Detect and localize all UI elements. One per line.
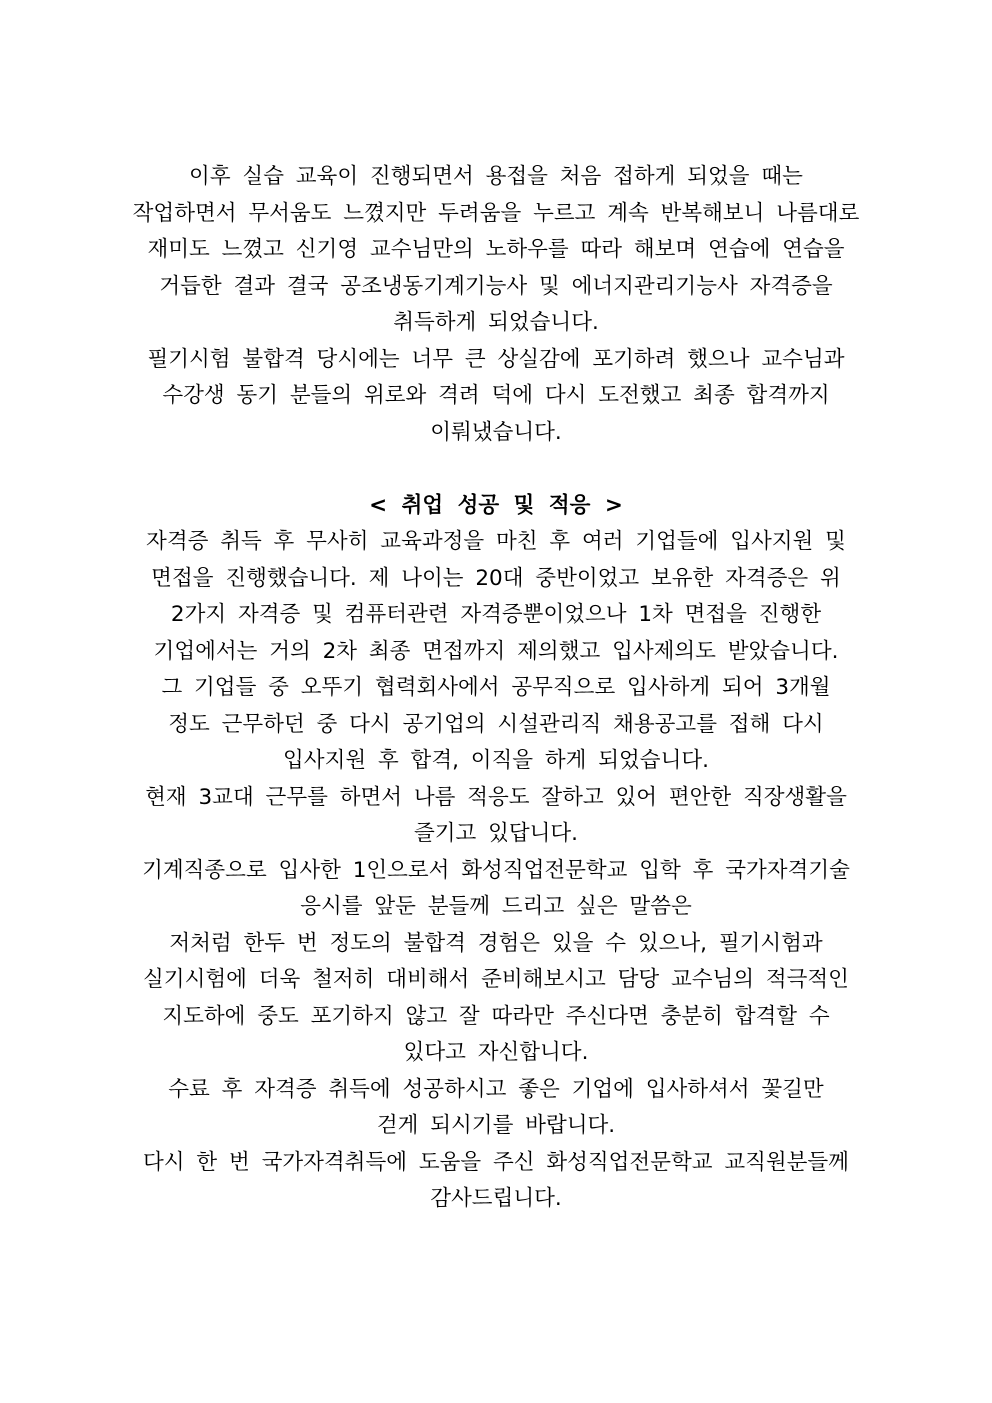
paragraph-line: 이뤄냈습니다.	[430, 419, 562, 445]
paragraph-line: 재미도 느꼈고 신기영 교수님만의 노하우를 따라 해보며 연습에 연습을	[147, 237, 845, 262]
paragraph-line: 다시 한 번 국가자격취득에 도움을 주신 화성직업전문학교 교직원분들께	[143, 1149, 849, 1175]
paragraph-line: 필기시험 불합격 당시에는 너무 큰 상실감에 포기하려 했으나 교수님과	[147, 346, 845, 372]
section-heading: < 취업 성공 및 적응 >	[369, 492, 623, 518]
paragraph-line: 걷게 되시기를 바랍니다.	[376, 1113, 616, 1138]
paragraph-line: 그 기업들 중 오뚜기 협력회사에서 공무직으로 입사하게 되어 3개월	[161, 675, 831, 700]
paragraph-line: 수강생 동기 분들의 위로와 격려 덕에 다시 도전했고 최종 합격까지	[162, 383, 830, 408]
paragraph-line: 자격증 취득 후 무사히 교육과정을 마친 후 여러 기업들에 입사지원 및	[146, 529, 846, 554]
paragraph-line: 면접을 진행했습니다. 제 나이는 20대 중반이었고 보유한 자격증은 위	[151, 565, 841, 591]
paragraph-line: 현재 3교대 근무를 하면서 나름 적응도 잘하고 있어 편안한 직장생활을	[145, 784, 847, 810]
paragraph-line: 2가지 자격증 및 컴퓨터관련 자격증뿐이었으나 1차 면접을 진행한	[170, 602, 822, 627]
paragraph-line: 지도하에 중도 포기하지 않고 잘 따라만 주신다면 충분히 합격할 수	[162, 1003, 830, 1029]
paragraph-line: 있다고 자신합니다.	[403, 1040, 589, 1065]
paragraph-line: 즐기고 있답니다.	[413, 821, 579, 846]
paragraph-line: 거듭한 결과 결국 공조냉동기계기능사 및 에너지관리기능사 자격증을	[159, 273, 833, 299]
paragraph-line: 이후 실습 교육이 진행되면서 용접을 처음 접하게 되었을 때는	[189, 164, 803, 189]
paragraph-line: 실기시험에 더욱 철저히 대비해서 준비해보시고 담당 교수님의 적극적인	[143, 967, 849, 992]
paragraph-line: 기업에서는 거의 2차 최종 면접까지 제의했고 입사제의도 받았습니다.	[153, 638, 839, 664]
paragraph-line: 감사드립니다.	[430, 1186, 562, 1211]
paragraph-line: 응시를 앞둔 분들께 드리고 싶은 말씀은	[300, 894, 692, 919]
document-body	[130, 159, 862, 1218]
paragraph-line: 수료 후 자격증 취득에 성공하시고 좋은 기업에 입사하셔서 꽃길만	[168, 1076, 824, 1102]
blank-line	[130, 451, 862, 488]
paragraph-line: 저처럼 한두 번 정도의 불합격 경험은 있을 수 있으나, 필기시험과	[169, 930, 823, 956]
paragraph-line: 기계직종으로 입사한 1인으로서 화성직업전문학교 입학 후 국가자격기술	[142, 857, 850, 883]
paragraph-line: 취득하게 되었습니다.	[393, 310, 599, 335]
paragraph-line: 작업하면서 무서움도 느꼈지만 두려움을 누르고 계속 반복해보니 나름대로	[132, 200, 860, 226]
paragraph-line: 정도 근무하던 중 다시 공기업의 시설관리직 채용공고를 접해 다시	[168, 711, 824, 737]
paragraph-line: 입사지원 후 합격, 이직을 하게 되었습니다.	[283, 748, 709, 773]
